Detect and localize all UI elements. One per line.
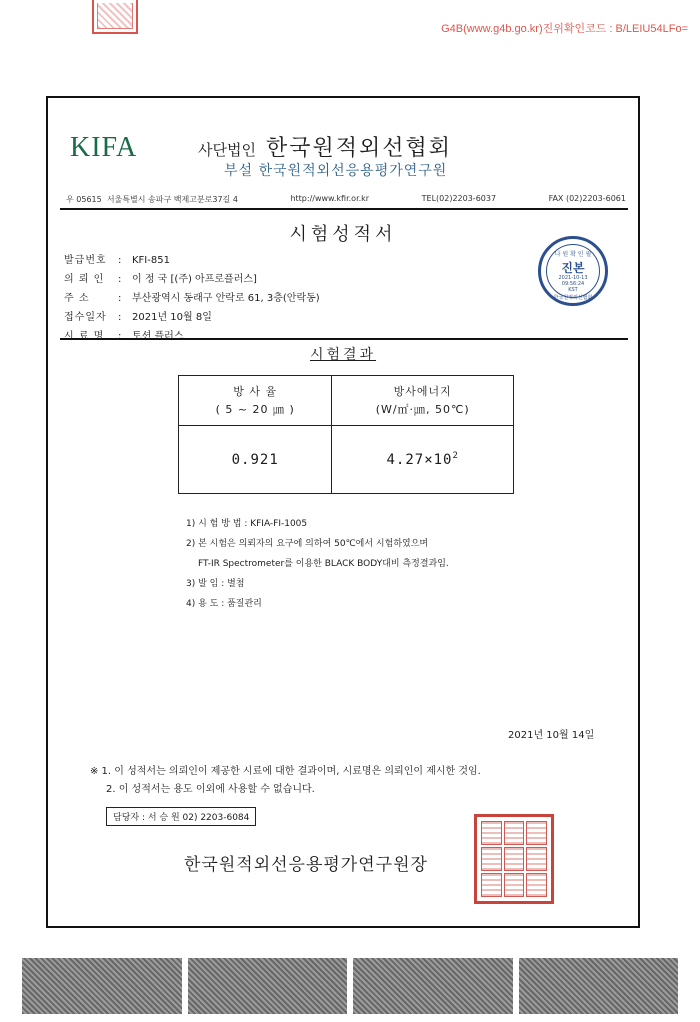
organization-name: [198, 131, 452, 162]
info-label: 발급번호: [64, 255, 107, 266]
top-seal-stamp: [92, 0, 138, 34]
info-label: 주 소: [64, 293, 90, 304]
test-notes: [186, 514, 449, 614]
info-row: 발급번호 : KFI-851: [64, 251, 320, 270]
seal-zone: KST: [568, 287, 578, 293]
address-line: [66, 194, 626, 205]
energy-header: 방사에너지 (W/㎡·㎛, 50℃): [332, 376, 514, 426]
info-row: 의 뢰 인 : 이 정 국 [(주) 아프로플러스]: [64, 270, 320, 289]
kifa-logo: KIFA: [70, 132, 138, 163]
street-address: 서울특별시 송파구 백제고분로37길 4: [106, 195, 238, 204]
seal-top-text: 나 원 확 인 필: [554, 251, 592, 258]
results-title: 시험결과: [309, 347, 377, 363]
org-title: 한국원적외선협회: [265, 136, 452, 161]
seal-date: 2021-10-13: [558, 275, 588, 281]
note-attachment: 3) 발 임 : 별첨: [186, 579, 245, 589]
verification-code: G4B(www.g4b.go.kr)진위확인코드 : B/LEIU54LFo=: [441, 23, 688, 35]
info-label: 접수일자: [64, 312, 107, 323]
footnotes: [90, 763, 481, 799]
info-label: 시 료 명: [64, 331, 105, 342]
website: http://www.kfir.or.kr: [290, 194, 370, 203]
legal-type: 사단법인: [198, 141, 256, 159]
official-seal: [474, 814, 554, 904]
seal-time: 09:56:24: [561, 281, 585, 287]
info-block: [64, 251, 320, 346]
emissivity-header: 방 사 율 ( 5 ~ 20 ㎛ ): [179, 376, 332, 426]
seal-datetime: [541, 275, 605, 293]
signatory: 한국원적외선응용평가연구원장: [184, 855, 428, 875]
note-purpose: 4) 용 도 : 품질관리: [186, 599, 262, 609]
info-value: 2021년 10월 8일: [132, 312, 212, 323]
certificate-frame: [46, 96, 640, 928]
authenticity-seal: [538, 236, 608, 306]
info-row: 주 소 : 부산광역시 동래구 안락로 61, 3층(안락동): [64, 289, 320, 308]
info-label: 의 뢰 인: [64, 274, 105, 285]
info-value: KFI-851: [132, 255, 170, 266]
info-divider: [60, 338, 628, 340]
postal-code: 우 05615: [66, 195, 102, 204]
footnote-1: ※ 1. 이 성적서는 의뢰인이 제공한 시료에 대한 결과이며, 시료명은 의뢰인이 제시한 것임.: [90, 766, 481, 777]
document-title: 시험성적서: [289, 224, 397, 245]
note-condition-cont: FT-IR Spectrometer를 이용한 BLACK BODY대비 측정결과임.: [198, 559, 449, 569]
info-row: 접수일자 : 2021년 10월 8일: [64, 308, 320, 327]
fax: FAX (02)2203-6061: [548, 194, 626, 203]
footnote-2: 2. 이 성적서는 용도 이외에 사용할 수 없습니다.: [106, 784, 315, 795]
seal-center-text: 진본: [561, 261, 585, 275]
note-method: 1) 시 험 방 법 : KFIA-FI-1005: [186, 519, 308, 529]
info-value: 이 정 국 [(주) 아프로플러스]: [132, 274, 257, 285]
info-row: 시 료 명 : 토션 플러스: [64, 327, 320, 346]
note-condition: 2) 본 시험은 의뢰자의 요구에 의하여 50℃에서 시험하였으며: [186, 539, 429, 549]
header-divider: [60, 208, 628, 210]
contact-box: 담당자 : 서 승 원 02) 2203-6084: [106, 807, 256, 826]
energy-value: $4.27\times 10^2$: [332, 426, 514, 494]
tel: TEL(02)2203-6037: [421, 194, 497, 203]
issue-date: 2021년 10월 14일: [508, 730, 595, 741]
info-value: 토션 플러스: [132, 331, 184, 342]
results-table: [178, 375, 514, 494]
seal-bottom-text: 한국원적외선협회: [553, 295, 593, 301]
info-value: 부산광역시 동래구 안락로 61, 3층(안락동): [132, 293, 320, 304]
security-pattern-strip: [22, 958, 678, 1014]
emissivity-value: 0.921: [179, 426, 332, 494]
sub-organization: 부설 한국원적외선응용평가연구원: [224, 163, 448, 179]
